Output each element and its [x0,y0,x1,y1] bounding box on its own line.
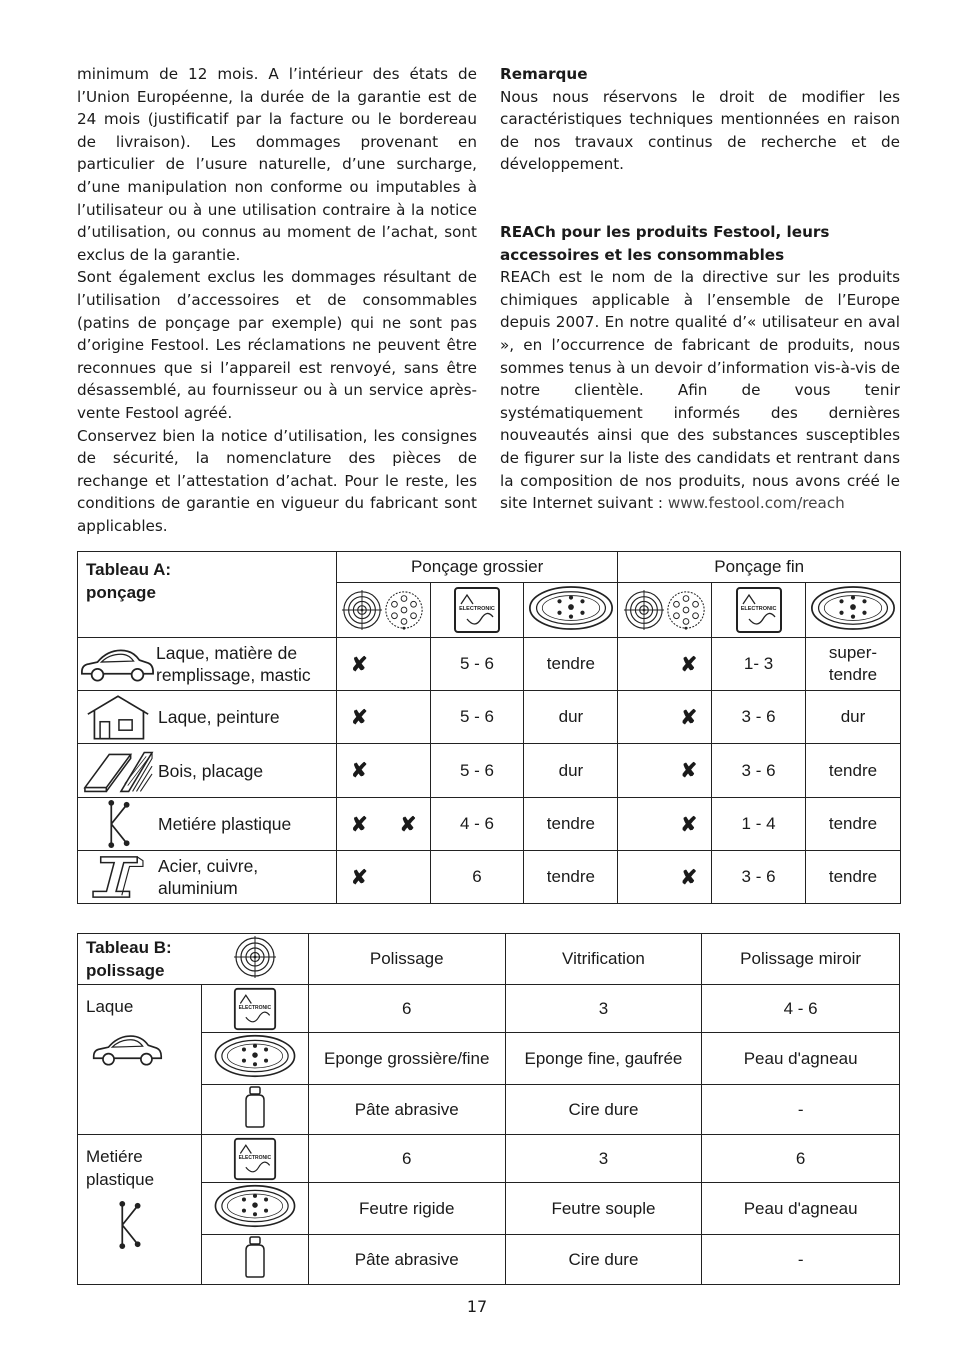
pad-mirror: Peau d'agneau [702,1033,900,1085]
coarse-mode-cell [336,798,430,851]
cross-mark: ✘ [680,653,698,676]
agent-mirror: - [702,1085,900,1135]
pad-icon-cell [201,1033,308,1085]
electronic-icon-label: ELECTRONIC [238,1154,272,1161]
target-mode-icon [341,589,383,631]
material-label: Metiére plastique [86,1147,155,1189]
cross-mark: ✘ [680,866,698,889]
material-cell [78,744,337,798]
electronic-icon-label: ELECTRONIC [238,1004,272,1011]
speed-polishing: 6 [308,1135,505,1183]
right-text-column [500,63,900,515]
material-cell [78,851,337,904]
cross-mark: ✘ [680,813,698,836]
speed-vitrification: 3 [505,985,702,1033]
agent-mirror: - [702,1235,900,1285]
material-label: Bois, placage [158,760,264,781]
plastic-icon [103,800,133,848]
table-b-polishing [77,933,900,1285]
table-row [78,1135,900,1183]
cross-mark: ✘ [680,760,698,782]
reach-heading: REACh pour les produits Festool, leurs accessoires et les consommables [500,222,830,264]
table-row [78,1235,900,1285]
warranty-paragraph-1: minimum de 12 mois. A l’intérieur des états de l’Union Européenne, la durée de la garantie est de 24 mois (justificatif par la facture ou le bordereau de livraison). Les dommages provenant en particulier de l’usure naturelle, d’une surcharge, d’une manipulation non conforme ou imputables à l’utilisateur ou à une utilisation contraire à la notice d’utilisation, ou connus au moment de l’achat, sont exclus de la garantie. [77,65,477,264]
fine-pad: tendre [805,851,900,904]
table-b-title-line2: polissage [86,961,165,980]
electronic-icon [233,987,277,1031]
car-icon [78,644,156,684]
table-a-title-line1: Tableau A: [86,560,172,579]
mode-icons-cell-fine [618,583,712,638]
fine-pad: dur [805,691,900,744]
pad-icon-cell [524,583,618,638]
electronic-icon-cell [201,1135,308,1183]
header-mirror-polishing: Polissage miroir [702,934,900,985]
table-a-sanding [77,551,901,904]
agent-polishing: Pâte abrasive [308,1085,505,1135]
page-number: 17 [466,1297,488,1316]
polishing-pad-icon [212,1033,298,1079]
left-text-column [77,63,477,537]
fine-mode-cell [618,691,712,744]
speed-mirror: 4 - 6 [702,985,900,1033]
cross-mark: ✘ [350,706,368,729]
material-cell [78,691,337,744]
coarse-speed: 5 - 6 [430,638,524,691]
remark-paragraph: Nous nous réservons le droit de modifier les caractéristiques techniques mentionnées en raison de nos travaux continus de recherche et de développement. [500,87,900,174]
warranty-paragraph-3: Conservez bien la notice d’utilisation, les consignes de sécurité, la nomenclature des pièces de rechange et l’attestation d’achat. Pour le reste, les conditions de garantie en vigueur du fabricant sont applicables. [77,426,477,535]
material-cell [78,985,202,1135]
material-label: Laque, peinture [158,707,280,727]
bottle-icon [240,1235,270,1279]
material-label: Acier, cuivre, aluminium [158,856,259,898]
speed-polishing: 6 [308,985,505,1033]
agent-polishing: Pâte abrasive [308,1235,505,1285]
fine-mode-cell [618,798,712,851]
material-cell [78,798,337,851]
reach-url-link[interactable]: www.festool.com/reach [667,494,845,513]
table-row [78,691,901,744]
header-polishing: Polissage [308,934,505,985]
cross-mark: ✘ [350,813,368,836]
polishing-pad-icon [212,1183,298,1229]
fine-pad: tendre [805,798,900,851]
fine-mode-cell [618,744,712,798]
coarse-pad: tendre [524,851,618,904]
material-label: Metiére plastique [158,814,292,834]
table-a-title-line2: ponçage [86,583,156,602]
coarse-pad: tendre [524,638,618,691]
table-b-title [78,934,202,985]
mode-icons-cell [336,583,430,638]
orbit-mode-icon [665,589,707,631]
coarse-speed: 6 [430,851,524,904]
bottle-icon-cell [201,1235,308,1285]
cross-mark: ✘ [350,653,368,676]
cross-mark: ✘ [399,813,417,836]
target-icon-cell [201,934,308,985]
coarse-pad: dur [524,691,618,744]
orbit-mode-icon [383,589,425,631]
electronic-icon-label: ELECTRONIC [459,606,495,612]
table-row [78,985,900,1033]
bottle-icon [240,1085,270,1129]
coarse-speed: 5 - 6 [430,691,524,744]
pad-polishing: Feutre rigide [308,1183,505,1235]
cross-mark: ✘ [350,760,368,782]
material-cell [78,638,337,691]
coarse-mode-cell [336,638,430,691]
coarse-pad: dur [524,744,618,798]
agent-vitrification: Cire dure [505,1235,702,1285]
speed-mirror: 6 [702,1135,900,1183]
cross-mark: ✘ [680,706,698,729]
wood-icon [82,748,154,794]
warranty-paragraph-2: Sont également exclus les dommages résultant de l’utilisation d’accessoires et de consommables (patins de ponçage par exemple) qui ne sont pas d’origine Festool. Les réclamations ne peuvent être reconnues que si l’appareil est renvoyé, sans être désassemblé, au fournisseur ou à un service après-vente Festool agréé. [77,268,477,422]
pad-polishing: Eponge grossière/fine [308,1033,505,1085]
material-label: Laque [86,997,134,1016]
table-row [78,1183,900,1235]
agent-vitrification: Cire dure [505,1085,702,1135]
fine-pad: super-tendre [805,638,900,691]
speed-vitrification: 3 [505,1135,702,1183]
pad-icon-cell-fine [805,583,900,638]
plastic-icon [114,1201,144,1249]
coarse-mode-cell [336,691,430,744]
fine-mode-cell [618,851,712,904]
table-row [78,851,901,904]
coarse-speed: 4 - 6 [430,798,524,851]
fine-speed: 1 - 4 [712,798,806,851]
pad-icon-cell [201,1183,308,1235]
pad-vitrification: Feutre souple [505,1183,702,1235]
table-row [78,798,901,851]
fine-mode-cell [618,638,712,691]
coarse-speed: 5 - 6 [430,744,524,798]
electronic-icon-cell [201,985,308,1033]
material-label: Laque, matière de remplissage, mastic [156,643,311,685]
fine-speed: 3 - 6 [712,851,806,904]
electronic-icon [233,1137,277,1181]
table-row [78,638,901,691]
fine-speed: 3 - 6 [712,691,806,744]
pad-mirror: Peau d'agneau [702,1183,900,1235]
target-mode-icon [233,935,277,979]
electronic-icon-cell-fine [712,583,806,638]
car-icon [90,1030,164,1068]
sanding-pad-icon [527,584,615,632]
electronic-icon-label: ELECTRONIC [740,606,777,612]
coarse-sanding-header: Ponçage grossier [336,552,618,583]
header-vitrification: Vitrification [505,934,702,985]
electronic-icon [453,586,501,634]
fine-speed: 1- 3 [712,638,806,691]
sanding-pad-icon [809,584,897,632]
electronic-icon [735,586,783,634]
reach-paragraph [500,266,900,515]
target-mode-icon [623,589,665,631]
table-row [78,1085,900,1135]
fine-pad: tendre [805,744,900,798]
remark-heading: Remarque [500,65,588,83]
pad-vitrification: Eponge fine, gaufrée [505,1033,702,1085]
fine-sanding-header: Ponçage fin [618,552,901,583]
house-icon [85,693,151,741]
coarse-pad: tendre [524,798,618,851]
table-b-title-line1: Tableau B: [86,938,172,957]
steel-beam-icon [91,853,145,901]
coarse-mode-cell [336,851,430,904]
fine-speed: 3 - 6 [712,744,806,798]
table-a-title [78,552,337,638]
table-row [78,1033,900,1085]
bottle-icon-cell [201,1085,308,1135]
material-cell [78,1135,202,1285]
reach-text: REACh est le nom de la directive sur les produits chimiques applicable à l’ensemble de l’Europe depuis 2007. En notre qualité d’« utilisateur en aval », en l’occurrence de fabricant de produits, nous sommes tenus à un devoir d’information vis-à-vis de notre clientèle. Afin de vous tenir systématiquement informés des dernières nouveautés ainsi que des substances susceptibles de figurer sur la liste des candidats et rentrant dans la composition de nos produits, nous avons créé le site Internet suivant : [500,268,900,513]
electronic-icon-cell [430,583,524,638]
table-row [78,744,901,798]
coarse-mode-cell [336,744,430,798]
cross-mark: ✘ [350,866,368,889]
